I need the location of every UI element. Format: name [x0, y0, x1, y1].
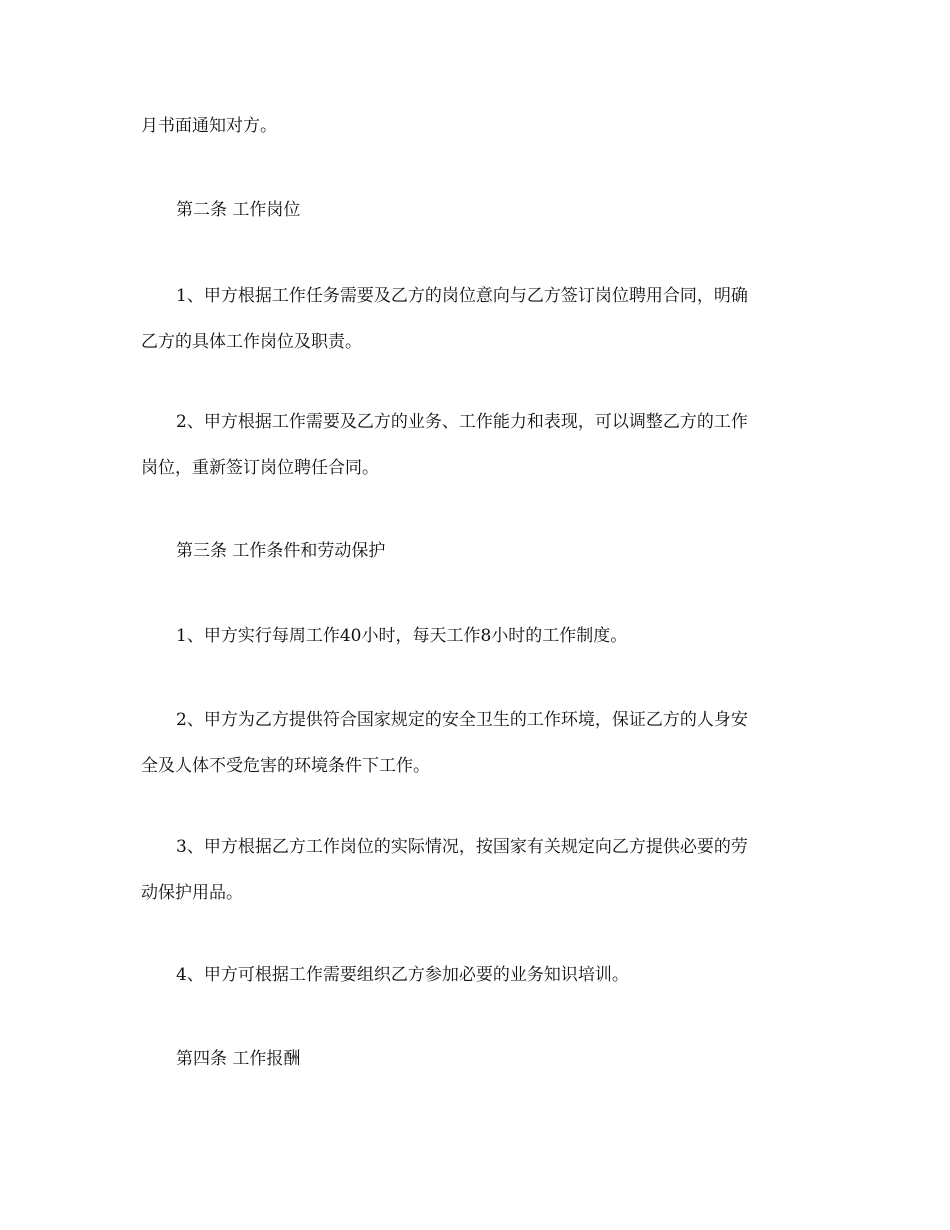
article-3-item-1: 1、甲方实行每周工作40小时，每天工作8小时的工作制度。	[176, 626, 628, 646]
continuation-text: 月书面通知对方。	[141, 116, 277, 136]
paragraph-line: 乙方的具体工作岗位及职责。	[141, 332, 362, 352]
paragraph-line: 全及人体不受危害的环境条件下工作。	[141, 756, 430, 776]
article-2-heading: 第二条 工作岗位	[176, 200, 301, 220]
paragraph-line: 2、甲方为乙方提供符合国家规定的安全卫生的工作环境，保证乙方的人身安	[176, 710, 748, 730]
paragraph-line: 1、甲方根据工作任务需要及乙方的岗位意向与乙方签订岗位聘用合同，明确	[176, 286, 748, 306]
paragraph-line: 3、甲方根据乙方工作岗位的实际情况，按国家有关规定向乙方提供必要的劳	[176, 837, 748, 857]
article-3-item-2	[141, 708, 811, 778]
article-4-heading: 第四条 工作报酬	[176, 1049, 301, 1069]
article-2-item-2	[141, 410, 811, 480]
paragraph-line: 动保护用品。	[141, 883, 243, 903]
article-3-item-3	[141, 835, 811, 905]
paragraph-line: 岗位，重新签订岗位聘任合同。	[141, 458, 379, 478]
article-2-item-1	[141, 284, 811, 354]
article-3-heading: 第三条 工作条件和劳动保护	[176, 541, 386, 561]
article-3-item-4: 4、甲方可根据工作需要组织乙方参加必要的业务知识培训。	[176, 965, 629, 985]
paragraph-line: 2、甲方根据工作需要及乙方的业务、工作能力和表现，可以调整乙方的工作	[176, 412, 748, 432]
